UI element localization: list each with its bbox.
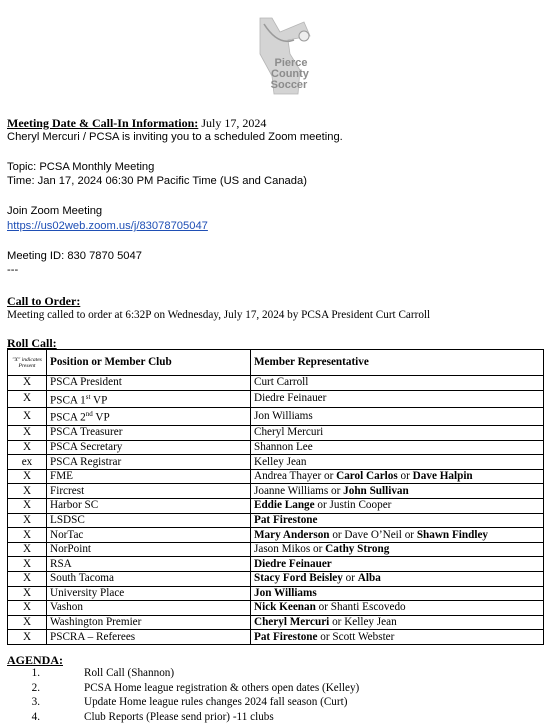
member-representative: Jason Mikos or Cathy Strong (251, 542, 544, 557)
meeting-time: Time: Jan 17, 2024 06:30 PM Pacific Time (US and Canada) (7, 175, 307, 187)
position-or-club: LSDSC (47, 513, 251, 528)
position-or-club: Fircrest (47, 484, 251, 499)
roll-call-row (8, 513, 544, 528)
position-or-club: Washington Premier (47, 615, 251, 630)
agenda-item-text: Roll Call (Shannon) (84, 667, 175, 679)
pierce-county-soccer-logo (248, 14, 318, 96)
attendance-mark: X (8, 528, 47, 543)
member-representative: Jon Williams (251, 408, 544, 426)
member-representative: Kelley Jean (251, 455, 544, 470)
position-or-club: South Tacoma (47, 572, 251, 587)
position-or-club: PSCA President (47, 376, 251, 391)
attendance-mark: X (8, 542, 47, 557)
agenda-heading: AGENDA: (7, 653, 63, 667)
meeting-heading: Meeting Date & Call-In Information: (7, 116, 199, 130)
roll-call-row (8, 469, 544, 484)
attendance-mark: X (8, 615, 47, 630)
attendance-mark: X (8, 390, 47, 408)
roll-call-row (8, 455, 544, 470)
position-or-club: PSCRA – Referees (47, 630, 251, 645)
attendance-mark: X (8, 376, 47, 391)
attendance-mark: X (8, 408, 47, 426)
attendance-mark: X (8, 426, 47, 441)
call-to-order-text: Meeting called to order at 6:32P on Wednesday, July 17, 2024 by PCSA President Curt Carroll (7, 309, 431, 321)
member-representative: Andrea Thayer or Carol Carlos or Dave Halpin (251, 469, 544, 484)
roll-call-row (8, 376, 544, 391)
member-representative: Joanne Williams or John Sullivan (251, 484, 544, 499)
position-or-club: NorPoint (47, 542, 251, 557)
member-representative: Diedre Feinauer (251, 557, 544, 572)
roll-call-row (8, 528, 544, 543)
join-zoom-label: Join Zoom Meeting (7, 205, 103, 217)
member-representative: Pat Firestone or Scott Webster (251, 630, 544, 645)
roll-call-row (8, 390, 544, 408)
attendance-mark: ex (8, 455, 47, 470)
separator-dashes: --- (7, 264, 19, 276)
logo-text-county: County (271, 68, 309, 80)
roll-call-row (8, 586, 544, 601)
agenda-item-number: 1. (31, 667, 40, 679)
call-to-order-heading: Call to Order: (7, 294, 81, 308)
member-representative: Nick Keenan or Shanti Escovedo (251, 601, 544, 616)
roll-call-header-row (8, 350, 544, 376)
logo-text-pierce: Pierce (274, 57, 308, 69)
attendance-mark: X (8, 601, 47, 616)
roll-call-heading: Roll Call: (7, 336, 57, 350)
agenda-item-number: 2. (31, 681, 40, 694)
attendance-mark: X (8, 630, 47, 645)
position-or-club: RSA (47, 557, 251, 572)
agenda-item-text: PCSA Home league registration & others open dates (Kelley) (84, 681, 360, 694)
attendance-mark: X (8, 499, 47, 514)
attendance-mark: X (8, 440, 47, 455)
roll-call-row (8, 499, 544, 514)
roll-call-row (8, 615, 544, 630)
position-or-club: PSCA Treasurer (47, 426, 251, 441)
member-representative: Mary Anderson or Dave O’Neil or Shawn Findley (251, 528, 544, 543)
roll-call-row (8, 601, 544, 616)
roll-call-row (8, 440, 544, 455)
position-or-club: PSCA Registrar (47, 455, 251, 470)
roll-call-row (8, 572, 544, 587)
agenda-item-number: 3. (31, 696, 40, 708)
member-representative: Diedre Feinauer (251, 390, 544, 408)
agenda-item-text: Update Home league rules changes 2024 fall season (Curt) (84, 696, 348, 708)
roll-call-table (7, 349, 544, 645)
member-representative: Jon Williams (251, 586, 544, 601)
logo-text-soccer: Soccer (270, 79, 308, 91)
position-column-header: Position or Member Club (47, 350, 251, 376)
member-representative: Curt Carroll (251, 376, 544, 391)
representative-column-header: Member Representative (251, 350, 544, 376)
meeting-date-line (7, 116, 266, 131)
roll-call-body (8, 376, 544, 645)
position-or-club: PSCA 1st VP (47, 390, 251, 408)
attendance-mark: X (8, 572, 47, 587)
roll-call-row (8, 426, 544, 441)
member-representative: Cheryl Mercuri or Kelley Jean (251, 615, 544, 630)
roll-call-row (8, 408, 544, 426)
attendance-mark: X (8, 586, 47, 601)
roll-call-row (8, 557, 544, 572)
position-or-club: NorTac (47, 528, 251, 543)
zoom-meeting-link[interactable]: https://us02web.zoom.us/j/83078705047 (7, 220, 208, 232)
present-indicator-header: "X" indicates Present (8, 350, 47, 376)
position-or-club: University Place (47, 586, 251, 601)
roll-call-row (8, 630, 544, 645)
meeting-topic: Topic: PCSA Monthly Meeting (7, 161, 155, 173)
logo-ball-shape (299, 31, 309, 41)
member-representative: Pat Firestone (251, 513, 544, 528)
position-or-club: Vashon (47, 601, 251, 616)
position-or-club: PSCA Secretary (47, 440, 251, 455)
attendance-mark: X (8, 513, 47, 528)
position-or-club: PSCA 2nd VP (47, 408, 251, 426)
agenda-item-text: Club Reports (Please send prior) -11 clubs (84, 710, 274, 723)
roll-call-row (8, 542, 544, 557)
member-representative: Cheryl Mercuri (251, 426, 544, 441)
meeting-id: Meeting ID: 830 7870 5047 (7, 250, 142, 262)
attendance-mark: X (8, 557, 47, 572)
meeting-date: July 17, 2024 (201, 116, 267, 130)
member-representative: Stacy Ford Beisley or Alba (251, 572, 544, 587)
agenda-item-number: 4. (31, 710, 40, 723)
member-representative: Eddie Lange or Justin Cooper (251, 499, 544, 514)
member-representative: Shannon Lee (251, 440, 544, 455)
roll-call-row (8, 484, 544, 499)
position-or-club: FME (47, 469, 251, 484)
zoom-invite-text: Cheryl Mercuri / PCSA is inviting you to a scheduled Zoom meeting. (7, 131, 343, 143)
attendance-mark: X (8, 484, 47, 499)
attendance-mark: X (8, 469, 47, 484)
position-or-club: Harbor SC (47, 499, 251, 514)
